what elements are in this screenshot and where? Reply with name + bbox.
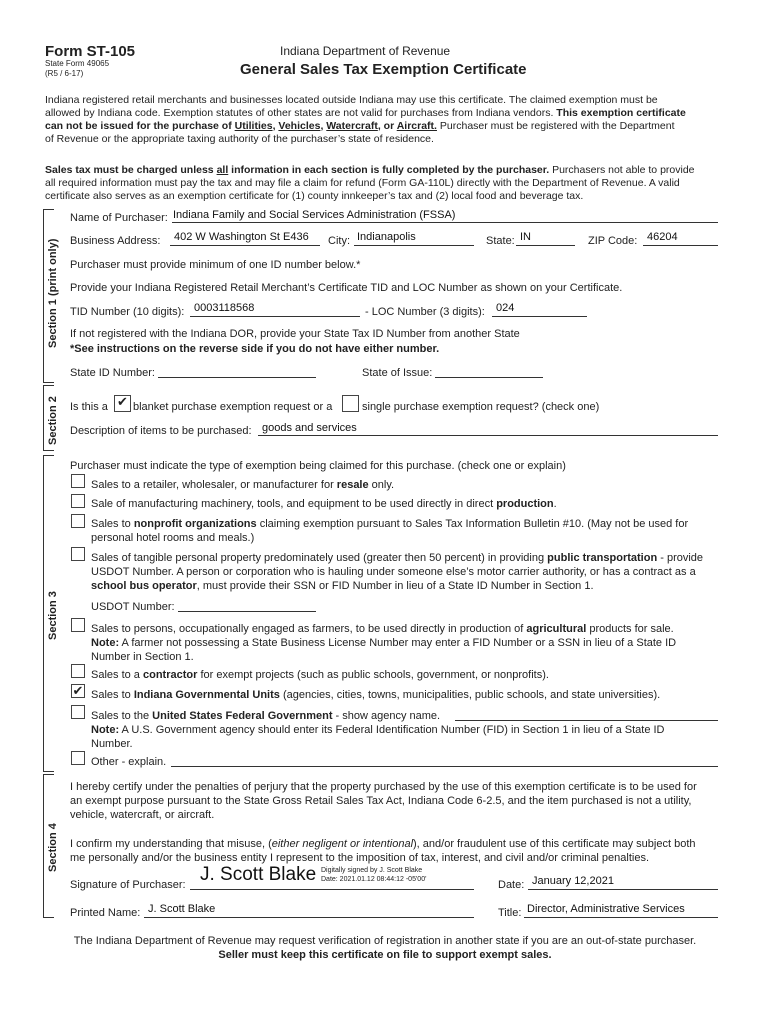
see-instructions-note: *See instructions on the reverse side if you do not have either number. [70, 343, 440, 355]
resale-label: Sales to a retailer, wholesaler, or manufacturer for resale only. [91, 479, 395, 491]
section-3-label: Section 3 [47, 591, 59, 640]
revision: (R5 / 6-17) [45, 69, 84, 78]
zip-field[interactable]: 46204 [647, 231, 678, 243]
business-address-field[interactable]: 402 W Washington St E436 [174, 231, 309, 243]
indiana-government-checkbox[interactable] [71, 684, 85, 698]
tid-label: TID Number (10 digits): [70, 306, 185, 318]
state-of-issue-label: State of Issue: [362, 367, 433, 379]
purchaser-name-field[interactable]: Indiana Family and Social Services Administration (FSSA) [173, 209, 456, 221]
usdot-label: USDOT Number: [91, 601, 175, 613]
resale-checkbox[interactable] [71, 474, 85, 488]
printed-name-label: Printed Name: [70, 907, 141, 919]
state-of-issue-field[interactable] [435, 377, 543, 378]
description-line [258, 435, 718, 436]
signature-label: Signature of Purchaser: [70, 879, 186, 891]
description-field[interactable]: goods and services [262, 422, 357, 434]
is-this-label: Is this a [70, 401, 108, 413]
title-label: Title: [498, 907, 522, 919]
transportation-checkbox[interactable] [71, 547, 85, 561]
zip-line [643, 245, 718, 246]
loc-field[interactable]: 024 [496, 302, 515, 314]
other-label: Other - explain. [91, 756, 167, 768]
other-explain-field[interactable] [171, 766, 718, 767]
blanket-label: blanket purchase exemption request or a [133, 401, 333, 413]
agency-name: Indiana Department of Revenue [280, 44, 451, 58]
agricultural-checkbox[interactable] [71, 618, 85, 632]
purchaser-name-line [172, 222, 718, 223]
federal-government-checkbox[interactable] [71, 705, 85, 719]
state-id-field[interactable] [158, 377, 316, 378]
business-address-line [170, 245, 320, 246]
state-form-number: State Form 49065 [45, 59, 110, 68]
contractor-checkbox[interactable] [71, 664, 85, 678]
single-checkbox[interactable] [342, 395, 359, 412]
federal-government-label: Sales to the United States Federal Government - show agency name. Note: A U.S. Government agency should enter its Federal Identification Number (FID) in Section 1 in lieu of a State ID Number. [91, 710, 665, 750]
intro-paragraph-1: Indiana registered retail merchants and businesses located outside Indiana may use this certificate. The claimed exemption must be allowed by Indiana code. Exemption statutes of other states are not valid for purchases from Indiana vendors. This exemption certificate can not be issued for the purchase of Utilities, Vehicles, Watercraft, or Aircraft. Purchaser must be registered with the Department of Revenue or the appropriate taxing authority of the purchaser’s state of residence. [45, 94, 686, 145]
description-label: Description of items to be purchased: [70, 425, 252, 437]
confirm-text: I confirm my understanding that misuse, (either negligent or intentional), and/or fraudulent use of this certificate may subject both me personally and/or the business entity I represent to the imposition of tax, interest, and civil and/or criminal penalties. [70, 838, 696, 864]
city-line [354, 245, 474, 246]
state-line [516, 245, 575, 246]
digital-signature-stamp: Digitally signed by J. Scott Blake Date: 2021.01.12 08:44:12 -05'00' [321, 867, 427, 883]
section-4-label: Section 4 [47, 823, 59, 872]
section-3-intro: Purchaser must indicate the type of exemption being claimed for this purchase. (check one or explain) [70, 460, 566, 472]
state-label: State: [486, 235, 515, 247]
form-number: Form ST-105 [45, 43, 136, 60]
business-address-label: Business Address: [70, 235, 161, 247]
nonprofit-label: Sales to nonprofit organizations claiming exemption pursuant to Sales Tax Information Bulletin #10. (May not be used for personal hotel rooms and meals.) [91, 518, 689, 544]
state-id-label: State ID Number: [70, 367, 155, 379]
tid-line [190, 316, 360, 317]
loc-line [492, 316, 587, 317]
section-1-label: Section 1 (print only) [47, 238, 59, 348]
date-field[interactable]: January 12,2021 [532, 875, 614, 887]
intro-paragraph-2: Sales tax must be charged unless all information in each section is fully completed by the purchaser. Purchasers not able to provide all required information must pay the tax and may file a claim for refund (Form GA-110L) directly with the Department of Revenue. A valid certificate also serves as an exemption certificate for (1) county innkeeper’s tax and (2) local food and beverage tax. [45, 164, 695, 202]
date-line [528, 889, 718, 890]
city-label: City: [328, 235, 350, 247]
printed-name-field[interactable]: J. Scott Blake [148, 903, 216, 915]
date-label: Date: [498, 879, 525, 891]
indiana-government-label: Sales to Indiana Governmental Units (agencies, cities, towns, municipalities, public schools, and state universities). [91, 689, 661, 701]
title-field[interactable]: Director, Administrative Services [527, 903, 685, 915]
section-2-label: Section 2 [47, 396, 59, 445]
printed-name-line [144, 917, 474, 918]
checkmark-icon: ✔ [72, 683, 84, 698]
provide-tid-note: Provide your Indiana Registered Retail Merchant’s Certificate TID and LOC Number as shown on your Certificate. [70, 282, 623, 294]
purchaser-name-label: Name of Purchaser: [70, 212, 168, 224]
certificate-title: General Sales Tax Exemption Certificate [240, 61, 527, 78]
footer-seller-note: Seller must keep this certificate on file to support exempt sales. [218, 949, 552, 961]
blanket-checkbox[interactable] [114, 395, 131, 412]
agricultural-label: Sales to persons, occupationally engaged as farmers, to be used directly in production of agricultural products for sale. Note: A farmer not possessing a State Business License Number may enter a FID Number or a SSN in lieu of a State ID Number in Section 1. [91, 623, 677, 663]
single-label: single purchase exemption request? (check one) [362, 401, 600, 413]
city-field[interactable]: Indianapolis [357, 231, 416, 243]
nonprofit-checkbox[interactable] [71, 514, 85, 528]
loc-label: - LOC Number (3 digits): [365, 306, 485, 318]
usdot-field[interactable] [178, 611, 316, 612]
checkmark-icon: ✔ [117, 394, 128, 409]
contractor-label: Sales to a contractor for exempt projects (such as public schools, government, or nonprofits). [91, 669, 549, 681]
not-registered-note: If not registered with the Indiana DOR, provide your State Tax ID Number from another State [70, 328, 520, 340]
production-checkbox[interactable] [71, 494, 85, 508]
zip-label: ZIP Code: [588, 235, 638, 247]
signature-line [190, 889, 474, 890]
id-minimum-note: Purchaser must provide minimum of one ID number below.* [70, 259, 361, 271]
agency-name-field[interactable] [455, 720, 718, 721]
tid-field[interactable]: 0003118568 [194, 302, 255, 314]
production-label: Sale of manufacturing machinery, tools, and equipment to be used directly in direct production. [91, 498, 557, 510]
certify-text: I hereby certify under the penalties of perjury that the property purchased by the use of this exemption certificate is to be used for an exempt purpose pursuant to the State Gross Retail Sales Tax Act, Indiana Code 6-2.5, and the item purchased is not a utility, vehicle, watercraft, or aircraft. [70, 781, 697, 821]
transportation-label: Sales of tangible personal property predominately used (greater then 50 percent) in providing public transportation - provide USDOT Number. A person or corporation who is hauling under someone else’s motor carrier authority, or has a contract as a school bus operator, must provide their SSN or FID Number in lieu of a State ID Number in Section 1. [91, 552, 704, 592]
signature-field[interactable]: J. Scott Blake [200, 864, 317, 885]
footer-verification-note: The Indiana Department of Revenue may request verification of registration in another state if you are an out-of-state purchaser. [73, 935, 697, 947]
state-field[interactable]: IN [520, 231, 531, 243]
other-checkbox[interactable] [71, 751, 85, 765]
title-line [524, 917, 718, 918]
